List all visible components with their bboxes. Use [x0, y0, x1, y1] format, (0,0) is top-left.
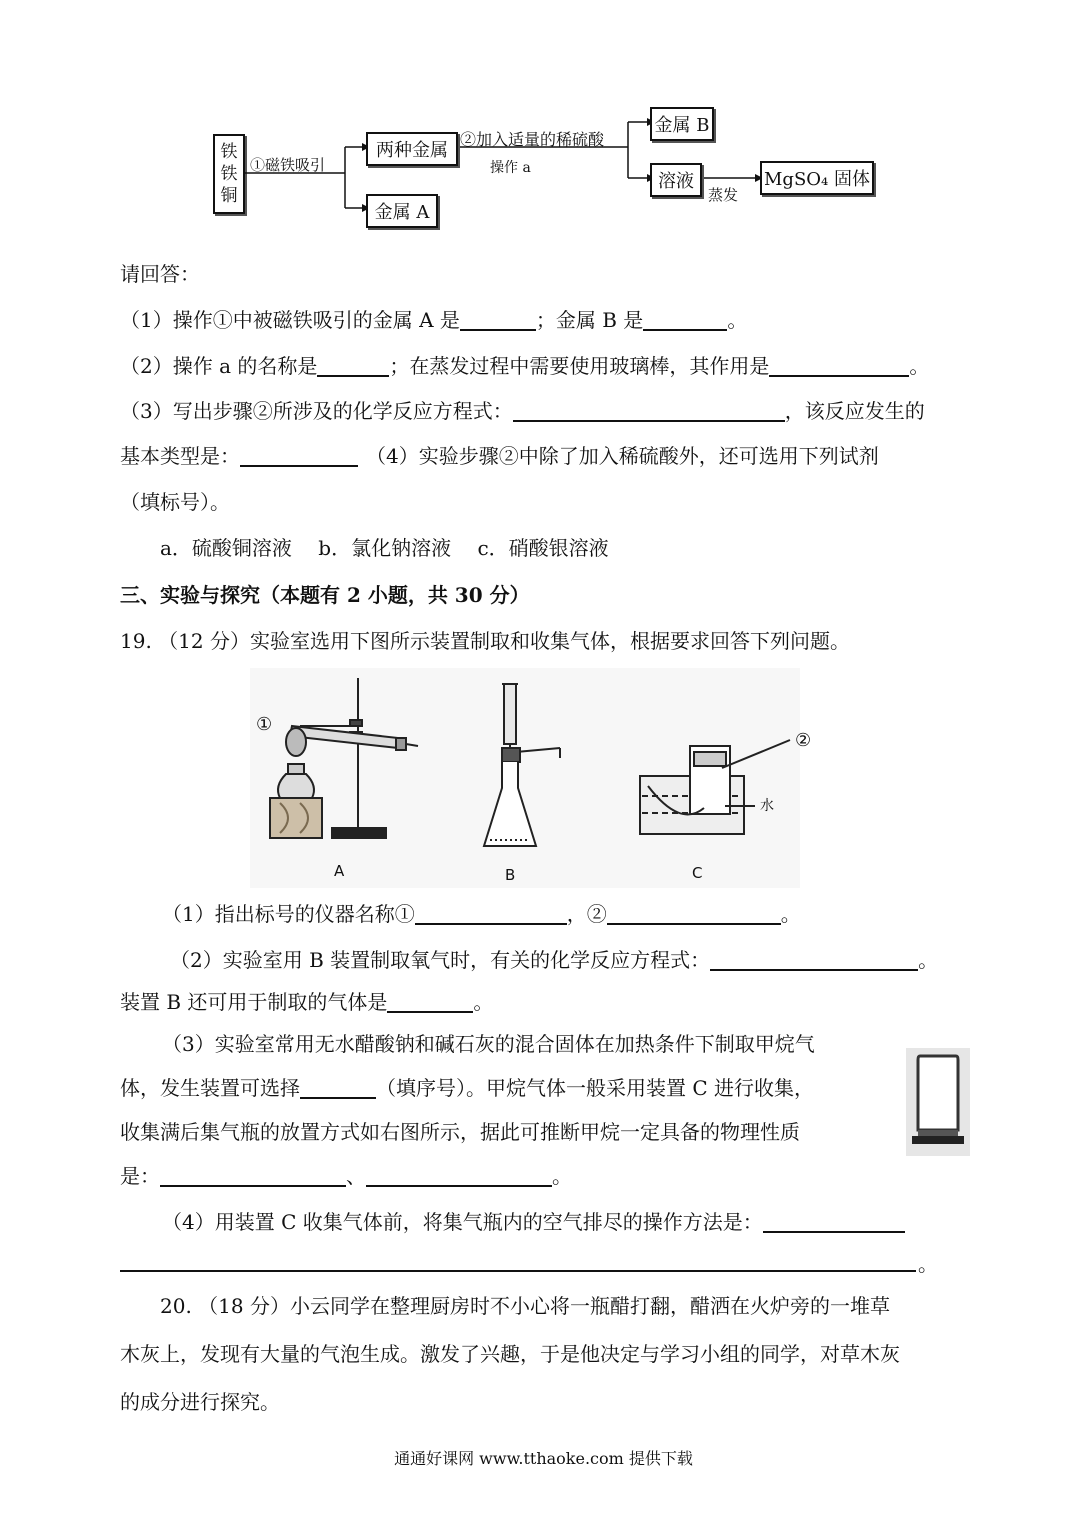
flow-step1-label: ①磁铁吸引 — [250, 156, 326, 174]
q19-p4-text: （4）用装置 C 收集气体前，将集气瓶内的空气排尽的操作方法是： — [162, 1210, 763, 1234]
q19-p3d — [120, 1162, 572, 1190]
answer-blank[interactable] — [120, 1270, 916, 1272]
q18-prompt: 请回答： — [120, 262, 200, 286]
q20-line-1: 20. （18 分）小云同学在整理厨房时不小心将一瓶醋打翻，醋洒在火炉旁的一堆草 — [160, 1294, 890, 1318]
q18-q3-text-b: ，该反应发生的 — [784, 399, 925, 423]
flow-two-metals-box: 两种金属 — [366, 132, 458, 166]
gas-bottle-figure — [906, 1048, 970, 1156]
flow-step2-label: ②加入适量的稀硫酸 — [460, 130, 605, 149]
answer-blank[interactable] — [460, 307, 536, 331]
q19-p3b-text-a: 体，发生装置可选择 — [120, 1076, 300, 1100]
q19-p2b — [120, 988, 493, 1016]
q18-q2-text-a: （2）操作 a 的名称是 — [120, 354, 318, 378]
flow-evaporate-label: 蒸发 — [708, 186, 739, 204]
q19-p2b-text-a: 装置 B 还可用于制取的气体是 — [120, 990, 388, 1014]
q20-line-3: 的成分进行探究。 — [120, 1390, 280, 1414]
apparatus-water-label: 水 — [760, 798, 774, 814]
q19-p3d-text-c: 。 — [552, 1164, 572, 1188]
q19-p4 — [162, 1208, 905, 1236]
q18-options: a．硫酸铜溶液 b．氯化钠溶液 c．硝酸银溶液 — [160, 536, 609, 560]
section-heading: 三、实验与探究（本题有 2 小题，共 30 分） — [120, 583, 530, 607]
q19-p3c: 收集满后集气瓶的放置方式如右图所示，据此可推断甲烷一定具备的物理性质 — [120, 1120, 800, 1144]
answer-blank[interactable] — [160, 1163, 346, 1187]
answer-blank[interactable] — [300, 1075, 376, 1099]
q19-p3d-text-a: 是： — [120, 1164, 160, 1188]
q19-p1-text-c: 。 — [780, 902, 801, 926]
answer-blank[interactable] — [643, 307, 727, 331]
answer-blank[interactable] — [415, 901, 567, 925]
flow-metal-a-box: 金属 A — [366, 194, 438, 228]
q19-p2-text-b: 。 — [918, 948, 939, 972]
q18-q2 — [120, 352, 929, 380]
answer-blank[interactable] — [240, 443, 358, 467]
q19-p1-text-a: （1）指出标号的仪器名称① — [162, 902, 415, 926]
q18-q3b-text-b: （4）实验步骤②中除了加入稀硫酸外，还可选用下列试剂 — [366, 444, 879, 468]
q19-p2-text-a: （2）实验室用 B 装置制取氧气时，有关的化学反应方程式： — [170, 948, 711, 972]
flow-op-a-label: 操作 a — [490, 160, 531, 176]
q19-p4-end: 。 — [918, 1252, 938, 1276]
q20-line-2: 木灰上，发现有大量的气泡生成。激发了兴趣，于是他决定与学习小组的同学，对草木灰 — [120, 1342, 900, 1366]
q18-q1-text-c: 。 — [727, 308, 748, 332]
apparatus-mark-2: ② — [795, 730, 812, 751]
answer-blank[interactable] — [710, 947, 918, 971]
q19-p1-text-b: ，② — [566, 902, 607, 926]
flow-arrows — [0, 0, 1087, 240]
apparatus-figure — [250, 668, 800, 888]
q19-p3b — [120, 1074, 814, 1102]
q19-p3a: （3）实验室常用无水醋酸钠和碱石灰的混合固体在加热条件下制取甲烷气 — [162, 1032, 815, 1056]
apparatus-label-c: C — [692, 864, 703, 882]
q18-q4c: （填标号）。 — [120, 490, 230, 514]
flow-metal-b-box: 金属 B — [650, 107, 714, 141]
q19-p3b-text-b: （填序号）。甲烷气体一般采用装置 C 进行收集， — [376, 1076, 815, 1100]
answer-blank[interactable] — [769, 353, 909, 377]
q18-q1-text-a: （1）操作①中被磁铁吸引的金属 A 是 — [120, 308, 460, 332]
q18-q3-text-a: （3）写出步骤②所涉及的化学反应方程式： — [120, 399, 513, 423]
q19-p2b-text-b: 。 — [473, 990, 494, 1014]
flow-solution-box: 溶液 — [650, 163, 702, 197]
q18-q3 — [120, 397, 925, 425]
q19-p3d-text-b: 、 — [346, 1164, 366, 1188]
answer-blank[interactable] — [366, 1163, 552, 1187]
q19-p1 — [162, 900, 801, 928]
q18-q2-text-b: ；在蒸发过程中需要使用玻璃棒，其作用是 — [389, 354, 770, 378]
answer-blank[interactable] — [387, 989, 473, 1013]
q19-intro: 19. （12 分）实验室选用下图所示装置制取和收集气体，根据要求回答下列问题。 — [120, 629, 850, 653]
page-footer: 通通好课网 www.tthaoke.com 提供下载 — [394, 1449, 693, 1468]
apparatus-mark-1: ① — [256, 714, 273, 735]
answer-blank[interactable] — [513, 398, 785, 422]
apparatus-label-a: A — [334, 862, 345, 880]
answer-blank[interactable] — [607, 901, 781, 925]
q18-q1-text-b: ；金属 B 是 — [535, 308, 644, 332]
apparatus-label-b: B — [505, 866, 516, 884]
q18-q1 — [120, 306, 747, 334]
flow-start-box: 铁 铁 铜 — [213, 134, 245, 214]
answer-blank[interactable] — [763, 1209, 905, 1233]
answer-blank[interactable] — [317, 353, 389, 377]
q18-q2-text-c: 。 — [909, 354, 930, 378]
q18-q3b-text-a: 基本类型是： — [120, 444, 240, 468]
q19-p2 — [170, 946, 938, 974]
q18-q3b — [120, 442, 879, 470]
flow-mgso4-box: MgSO₄ 固体 — [760, 161, 874, 195]
